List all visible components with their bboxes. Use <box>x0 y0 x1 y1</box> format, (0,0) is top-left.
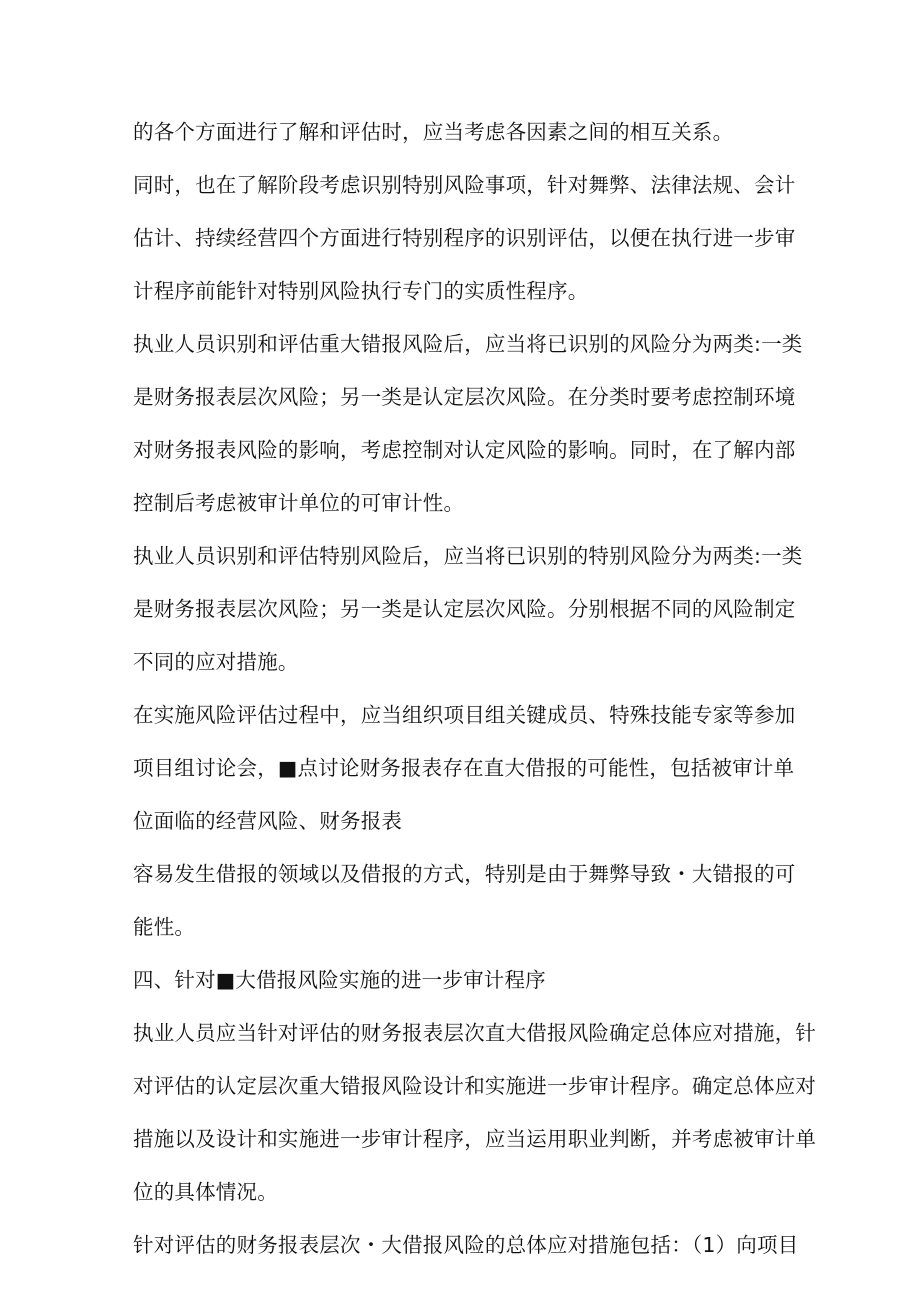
text-line: 估计、持续经营四个方面进行特别程序的识别评估，以便在执行进一步审 <box>133 226 796 250</box>
text-line: 执业人员识别和评估重大错报风险后，应当将已识别的风险分为两类:一类 <box>133 332 803 356</box>
text-line: 容易发生借报的领域以及借报的方式，特别是由于舞弊导致・大错报的可 <box>133 862 796 886</box>
text-line: 位面临的经营风险、财务报表 <box>133 809 403 833</box>
text-line: 是财务报表层次风险；另一类是认定层次风险。在分类时要考虑控制环境 <box>133 385 796 409</box>
text-line: 在实施风险评估过程中，应当组织项目组关键成员、特殊技能专家等参加 <box>133 703 796 727</box>
text-line: 位的具体情况。 <box>133 1180 278 1204</box>
text-line: 是财务报表层次风险；另一类是认定层次风险。分别根据不同的风险制定 <box>133 597 796 621</box>
text-line: 执业人员识别和评估特别风险后，应当将已识别的特别风险分为两类:一类 <box>133 544 803 568</box>
text-line: 能性。 <box>133 915 196 939</box>
text-line: 执业人员应当针对评估的财务报表层次直大借报风险确定总体应对措施，针 <box>133 1021 817 1045</box>
text-line: 同时，也在了解阶段考虑识别特别风险事项，针对舞弊、法律法规、会计 <box>133 173 796 197</box>
section-heading: 四、针对■大借报风险实施的进一步审计程序 <box>133 968 546 992</box>
text-line: 对财务报表风险的影响，考虑控制对认定风险的影响。同时，在了解内部 <box>133 438 796 462</box>
text-line: 不同的应对措施。 <box>133 650 299 674</box>
text-line: 对评估的认定层次重大错报风险设计和实施进一步审计程序。确定总体应对 <box>133 1074 817 1098</box>
text-line: 措施以及设计和实施进一步审计程序，应当运用职业判断，并考虑被审计单 <box>133 1127 817 1151</box>
text-line: 计程序前能针对特别风险执行专门的实质性程序。 <box>133 279 589 303</box>
text-line: 的各个方面进行了解和评估时，应当考虑各因素之间的相互关系。 <box>133 120 734 144</box>
text-line: 项目组讨论会，■点讨论财务报表存在直大借报的可能性，包括被审计单 <box>133 756 795 780</box>
text-line: 针对评估的财务报表层次・大借报风险的总体应对措施包括：（1）向项目 <box>133 1233 799 1257</box>
text-line: 控制后考虑被审计单位的可审计性。 <box>133 491 465 515</box>
